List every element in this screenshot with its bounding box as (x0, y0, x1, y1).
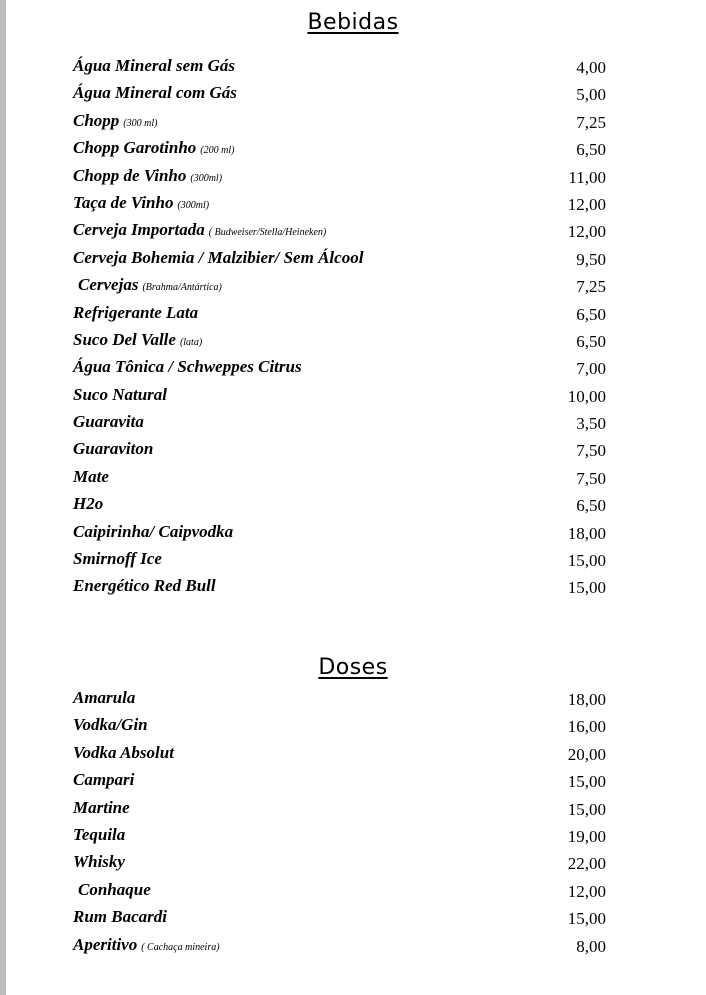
item-label: Água Mineral sem Gás (73, 56, 235, 75)
item-label: Chopp de Vinho (73, 165, 187, 185)
item-name (73, 330, 202, 350)
item-label: Smirnoff Ice (73, 549, 162, 569)
item-name (73, 852, 125, 872)
item-label: Chopp Garotinho (73, 138, 197, 158)
menu-item (0, 166, 706, 193)
item-label: Cervejas (78, 275, 139, 295)
item-price: 12,00 (567, 881, 606, 901)
menu-item (0, 330, 706, 357)
item-note: (300 ml) (123, 117, 158, 129)
item-label: Cerveja Importada (73, 220, 205, 240)
doses-list (0, 688, 706, 962)
item-price: 19,00 (567, 826, 606, 846)
menu-item (0, 193, 706, 220)
menu-item (0, 549, 706, 576)
item-label: Guaravita (73, 412, 144, 432)
menu-item (0, 770, 706, 797)
item-label: Vodka Absolut (73, 742, 174, 762)
item-name (73, 935, 220, 955)
menu-item (0, 576, 706, 603)
item-label: Rum Bacardi (73, 907, 167, 927)
item-price: 22,00 (567, 854, 606, 874)
menu-item (0, 83, 706, 110)
menu-item (0, 275, 706, 302)
bebidas-list (0, 56, 706, 604)
item-price: 15,00 (567, 578, 606, 598)
item-label: Água Tônica / Schweppes Citrus (73, 357, 302, 377)
item-label: H2o (73, 494, 104, 514)
item-note: (lata) (179, 336, 203, 348)
menu-item (0, 935, 706, 962)
menu-item (0, 138, 706, 165)
item-name (73, 385, 167, 405)
item-label: Suco Del Valle (73, 329, 176, 349)
item-name (73, 439, 153, 459)
item-price: 20,00 (567, 744, 606, 764)
item-price: 4,00 (576, 58, 606, 77)
section-title-doses: Doses (318, 655, 388, 680)
item-price: 10,00 (567, 386, 606, 406)
item-label: Mate (73, 466, 109, 486)
menu-item (0, 220, 706, 247)
item-price: 7,25 (576, 277, 606, 297)
item-label: Taça de Vinho (73, 192, 174, 212)
menu-item (0, 467, 706, 494)
item-name (73, 357, 302, 377)
item-price: 18,00 (567, 690, 606, 709)
item-price: 6,50 (576, 304, 606, 324)
item-price: 7,50 (576, 441, 606, 461)
item-name (73, 576, 216, 596)
item-price: 9,50 (576, 249, 606, 269)
item-price: 11,00 (568, 167, 606, 187)
item-price: 15,00 (567, 909, 606, 929)
item-note: (300ml) (190, 172, 223, 184)
menu-item (0, 798, 706, 825)
item-label: Guaraviton (73, 439, 154, 459)
menu-item (0, 385, 706, 412)
menu-item (0, 852, 706, 879)
item-label: Água Mineral com Gás (73, 83, 237, 103)
menu-item (0, 522, 706, 549)
menu-item (0, 880, 706, 907)
item-name (73, 467, 109, 487)
item-note: (Brahma/Antártica) (142, 282, 222, 294)
item-label: Whisky (73, 852, 125, 872)
item-name (73, 166, 222, 186)
menu-item (0, 248, 706, 275)
menu-item (0, 56, 706, 83)
item-label: Refrigerante Lata (73, 302, 199, 322)
item-name (73, 715, 148, 735)
item-label: Caipirinha/ Caipvodka (73, 521, 234, 541)
item-label: Campari (73, 770, 135, 790)
item-price: 6,50 (576, 140, 606, 160)
menu-item (0, 825, 706, 852)
menu-item (0, 357, 706, 384)
section-title-bebidas: Bebidas (307, 10, 399, 35)
item-note: (200 ml) (200, 145, 235, 157)
item-name (73, 193, 209, 213)
item-name (73, 798, 130, 818)
menu-item (0, 688, 706, 715)
item-name (73, 83, 237, 103)
item-label: Martine (73, 797, 130, 817)
item-name (73, 494, 103, 514)
item-name (73, 743, 174, 763)
item-price: 6,50 (576, 331, 606, 351)
item-name (73, 770, 134, 790)
item-name (73, 303, 198, 323)
item-price: 15,00 (567, 799, 606, 819)
menu-item (0, 743, 706, 770)
item-name (73, 220, 326, 240)
item-price: 12,00 (567, 194, 606, 214)
menu-item (0, 907, 706, 934)
item-label: Vodka/Gin (73, 715, 148, 735)
item-label: Aperitivo (73, 934, 138, 954)
item-note: ( Cachaça mineira) (141, 941, 220, 953)
item-name (78, 880, 151, 900)
item-label: Suco Natural (73, 384, 167, 404)
item-name (73, 138, 234, 158)
item-name (73, 522, 233, 542)
item-label: Chopp (73, 110, 120, 130)
item-name (73, 111, 157, 131)
item-name (73, 688, 135, 708)
item-name (78, 275, 222, 295)
item-label: Cerveja Bohemia / Malzibier/ Sem Álcool (73, 247, 364, 267)
item-name (73, 549, 162, 569)
item-name (73, 907, 167, 927)
menu-item (0, 303, 706, 330)
item-price: 8,00 (576, 936, 606, 956)
item-label: Tequila (73, 824, 126, 844)
item-note: ( Budweiser/Stella/Heineken) (208, 227, 327, 239)
item-name (73, 825, 125, 845)
item-price: 7,25 (576, 112, 606, 132)
item-label: Amarula (73, 688, 136, 707)
item-name (73, 56, 235, 76)
item-note: (300ml) (177, 199, 210, 211)
menu-item (0, 494, 706, 521)
item-price: 6,50 (576, 496, 606, 516)
item-price: 5,00 (576, 85, 606, 105)
item-price: 16,00 (567, 717, 606, 737)
menu-item (0, 412, 706, 439)
menu-item (0, 111, 706, 138)
item-price: 18,00 (567, 523, 606, 543)
menu-item (0, 715, 706, 742)
item-price: 12,00 (567, 222, 606, 242)
item-price: 15,00 (567, 551, 606, 571)
item-label: Conhaque (78, 879, 151, 899)
item-price: 7,50 (576, 468, 606, 488)
item-label: Energético Red Bull (73, 576, 216, 596)
menu-item (0, 439, 706, 466)
item-price: 3,50 (576, 414, 606, 434)
item-price: 15,00 (567, 772, 606, 792)
item-price: 7,00 (576, 359, 606, 379)
item-name (73, 248, 363, 268)
item-name (73, 412, 144, 432)
